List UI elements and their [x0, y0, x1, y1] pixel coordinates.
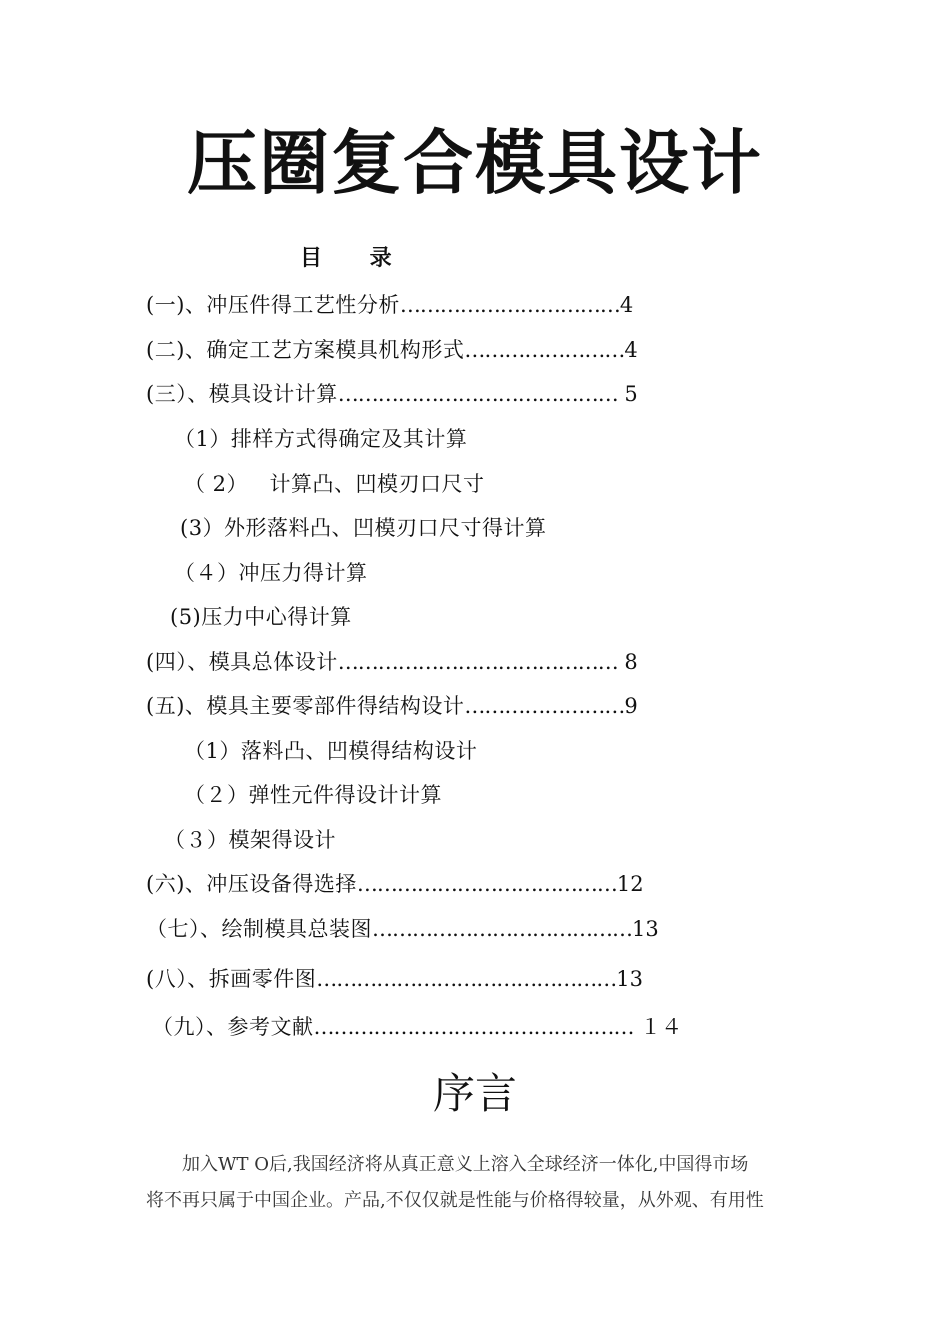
- toc-entry-page: 13: [632, 917, 659, 941]
- toc-entry-leader: ……………………………………: [337, 382, 618, 406]
- preface-paragraph-line: 加入WT O后,我国经济将从真正意义上溶入全球经济一体化,中国得市场: [182, 1154, 749, 1175]
- toc-subentry: [184, 780, 442, 810]
- toc-subentry: [174, 558, 368, 588]
- toc-entry-page: 13: [616, 967, 643, 991]
- toc-entry: [146, 647, 638, 677]
- toc-entry: [146, 290, 633, 320]
- toc-entry-label: （４）冲压力得计算: [174, 561, 368, 585]
- toc-entry-label: （２）弹性元件得设计计算: [184, 783, 442, 807]
- toc-entry-label: (一)、冲压件得工艺性分析: [146, 293, 400, 317]
- toc-subentry: [184, 736, 477, 766]
- toc-entry-label: （３）模架得设计: [164, 828, 336, 852]
- toc-entry-leader: …………………………………………: [313, 1015, 634, 1039]
- toc-entry-page: 9: [624, 694, 638, 718]
- toc-entry-label: （九）、参考文献: [152, 1015, 314, 1039]
- toc-entry-page: １４: [633, 1015, 683, 1039]
- toc-entry-page: 5: [617, 382, 638, 406]
- toc-entry: [146, 691, 638, 721]
- toc-entry-label: (三）、模具设计计算: [146, 382, 338, 406]
- toc-subentry: [164, 825, 336, 855]
- toc-entry: [146, 964, 643, 994]
- toc-entry: [146, 335, 638, 365]
- toc-subentry: [184, 469, 485, 499]
- toc-entry-label: (3）外形落料凸、凹模刃口尺寸得计算: [180, 516, 547, 540]
- toc-entry-leader: ……………………: [464, 694, 625, 718]
- toc-subentry: [174, 424, 467, 454]
- toc-entry: [152, 1012, 682, 1042]
- toc-entry-label: (五)、模具主要零部件得结构设计: [146, 694, 465, 718]
- toc-entry-label: (二)、确定工艺方案模具机构形式: [146, 338, 465, 362]
- toc-entry-leader: ………………………………………: [316, 967, 617, 991]
- toc-entry-leader: ……………………: [464, 338, 625, 362]
- toc-entry-leader: ……………………………………: [337, 650, 618, 674]
- toc-heading: 目 录: [300, 246, 412, 271]
- toc-entry-label: (八）、拆画零件图: [146, 967, 317, 991]
- toc-entry-label: （1）落料凸、凹模得结构设计: [184, 739, 478, 763]
- preface-heading: 序言: [432, 1069, 517, 1118]
- toc-entry-label: （1）排样方式得确定及其计算: [174, 427, 468, 451]
- toc-entry: [146, 379, 638, 409]
- toc-entry-page: 12: [616, 872, 644, 896]
- preface-paragraph-line: 将不再只属于中国企业。产品,不仅仅就是性能与价格得较量，从外观、有用性: [146, 1190, 764, 1211]
- toc-entry: [146, 869, 644, 899]
- document-title: 压圈复合模具设计: [187, 122, 763, 204]
- toc-entry-page: 8: [617, 650, 638, 674]
- toc-entry-label: (四）、模具总体设计: [146, 650, 338, 674]
- toc-entry-label: (六)、冲压设备得选择: [146, 872, 357, 896]
- toc-entry-label: （ 2） 计算凸、凹模刃口尺寸: [184, 472, 485, 496]
- toc-subentry: [170, 602, 352, 632]
- toc-entry: [146, 914, 659, 944]
- toc-entry-page: 4: [624, 338, 638, 362]
- toc-entry-leader: …………………………………: [356, 872, 617, 896]
- toc-entry-label: （七）、绘制模具总装图: [146, 917, 372, 941]
- toc-entry-page: 4: [619, 293, 634, 317]
- toc-entry-leader: …………………………………: [372, 917, 632, 941]
- toc-entry-leader: ……………………………: [399, 293, 620, 317]
- toc-entry-label: (5)压力中心得计算: [170, 605, 352, 629]
- toc-subentry: [180, 513, 547, 543]
